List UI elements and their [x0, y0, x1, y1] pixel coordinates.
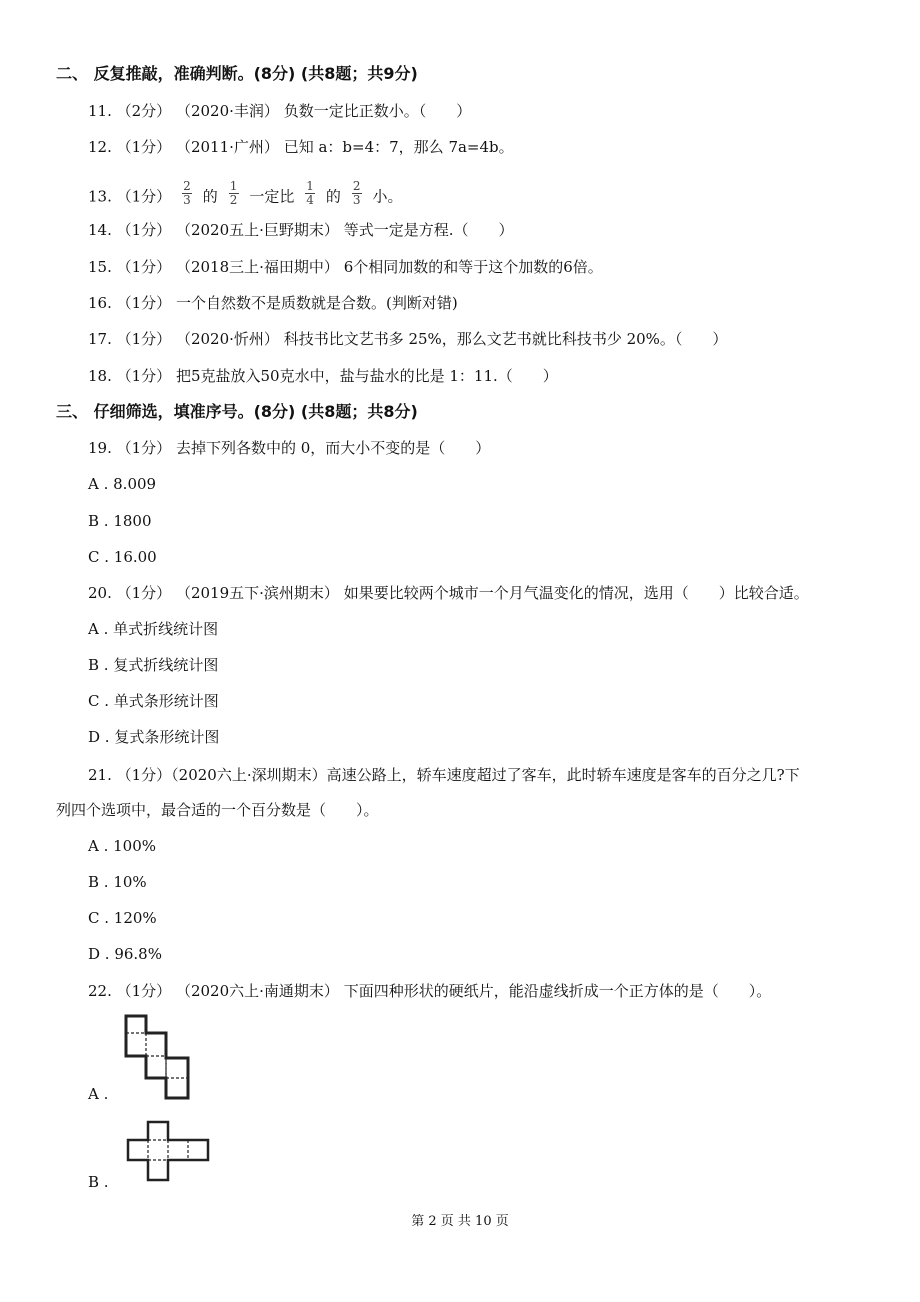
q19-option-b[interactable]: B . 1800 — [88, 512, 152, 530]
q18-score: （1分） — [116, 367, 172, 385]
section-2-title: 二、 反复推敲，准确判断。(8分) (共8题；共9分) — [56, 64, 418, 83]
q21-option-b[interactable]: B . 10% — [88, 873, 147, 891]
q16-text: 一个自然数不是质数就是合数。(判断对错) — [175, 294, 458, 312]
question-22 — [88, 981, 771, 1001]
q20-num: 20. — [88, 584, 112, 602]
q19-option-a[interactable]: A . 8.009 — [88, 475, 157, 493]
question-17 — [88, 329, 727, 349]
question-11 — [88, 101, 471, 121]
q20-option-a[interactable]: A . 单式折线统计图 — [88, 620, 219, 638]
q17-text: 科技书比文艺书多 25%，那么文艺书就比科技书少 20%。（ ） — [283, 330, 728, 348]
cube-net-figure-a — [124, 1014, 192, 1100]
q11-score: （2分） — [116, 102, 172, 120]
fraction-one-half: $\frac{1}{2}$ — [229, 179, 238, 207]
q17-num: 17. — [88, 330, 112, 348]
q20-option-c[interactable]: C . 单式条形统计图 — [88, 692, 219, 710]
fraction-one-quarter: $\frac{1}{4}$ — [306, 179, 314, 207]
fraction-two-thirds: $\frac{2}{3}$ — [183, 179, 191, 207]
question-20 — [88, 583, 809, 603]
q20-option-d[interactable]: D . 复式条形统计图 — [88, 728, 220, 746]
q19-score: （1分） — [116, 439, 172, 457]
q21-line-2: 列四个选项中，最合适的一个百分数是（ ）。 — [56, 801, 379, 819]
q20-score: （1分） — [116, 584, 172, 602]
q22-source: （2020六上·南通期末） — [175, 982, 339, 1000]
q16-num: 16. — [88, 294, 112, 312]
q12-score: （1分） — [116, 138, 172, 156]
question-12 — [88, 137, 514, 157]
q19-text: 去掉下列各数中的 0，而大小不变的是（ ） — [175, 439, 491, 457]
q18-num: 18. — [88, 367, 112, 385]
q19-num: 19. — [88, 439, 112, 457]
q11-text: 负数一定比正数小。（ ） — [283, 102, 472, 120]
q14-score: （1分） — [116, 221, 172, 239]
q15-num: 15. — [88, 258, 112, 276]
q11-num: 11. — [88, 102, 112, 120]
q12-source: （2011·广州） — [175, 138, 279, 156]
q14-num: 14. — [88, 221, 112, 239]
q13-word-of: 的 — [202, 187, 218, 206]
q18-text: 把5克盐放入50克水中，盐与盐水的比是 1：11.（ ） — [175, 367, 558, 385]
q22-text: 下面四种形状的硬纸片，能沿虚线折成一个正方体的是（ ）。 — [343, 982, 772, 1000]
q12-text: 已知 a：b=4：7，那么 7a=4b。 — [283, 138, 514, 156]
q13-num: 13. — [88, 187, 112, 206]
q20-text: 如果要比较两个城市一个月气温变化的情况，选用（ ）比较合适。 — [343, 584, 809, 602]
q22-option-a[interactable]: A . — [88, 1085, 109, 1103]
q21-option-d[interactable]: D . 96.8% — [88, 945, 162, 963]
q13-word-small: 小。 — [372, 187, 403, 206]
fraction-two-thirds-2: $\frac{2}{3}$ — [352, 179, 361, 207]
question-15 — [88, 257, 603, 277]
q19-option-c[interactable]: C . 16.00 — [88, 548, 157, 566]
question-14 — [88, 220, 513, 240]
q20-source: （2019五下·滨州期末） — [175, 584, 339, 602]
q16-score: （1分） — [116, 294, 172, 312]
q17-source: （2020·忻州） — [175, 330, 279, 348]
q17-score: （1分） — [116, 330, 172, 348]
q15-source: （2018三上·福田期中） — [175, 258, 339, 276]
question-18 — [88, 366, 558, 386]
q14-text: 等式一定是方程.（ ） — [343, 221, 514, 239]
q21-option-c[interactable]: C . 120% — [88, 909, 157, 927]
question-19 — [88, 438, 490, 458]
q21-option-a[interactable]: A . 100% — [88, 837, 157, 855]
q11-source: （2020·丰润） — [175, 102, 279, 120]
q13-word-of-2: 的 — [325, 187, 341, 206]
q15-text: 6个相同加数的和等于这个加数的6倍。 — [343, 258, 603, 276]
q14-source: （2020五上·巨野期末） — [175, 221, 339, 239]
q13-word-must-than: 一定比 — [249, 187, 295, 206]
q20-option-b[interactable]: B . 复式折线统计图 — [88, 656, 219, 674]
cube-net-figure-b — [126, 1120, 210, 1184]
section-3-title: 三、 仔细筛选，填准序号。(8分) (共8题；共8分) — [56, 402, 418, 421]
q22-num: 22. — [88, 982, 112, 1000]
q12-num: 12. — [88, 138, 112, 156]
q22-option-b[interactable]: B . — [88, 1173, 109, 1191]
q13-score: （1分） — [116, 187, 172, 206]
question-16 — [88, 293, 458, 313]
q21-line-1: 21. （1分）（2020六上·深圳期末）高速公路上，轿车速度超过了客车，此时轿车速度是客车的百分之几?下 — [88, 766, 800, 784]
page-footer: 第 2 页 共 10 页 — [411, 1214, 509, 1229]
question-13 — [88, 179, 403, 211]
q22-score: （1分） — [116, 982, 172, 1000]
q15-score: （1分） — [116, 258, 172, 276]
